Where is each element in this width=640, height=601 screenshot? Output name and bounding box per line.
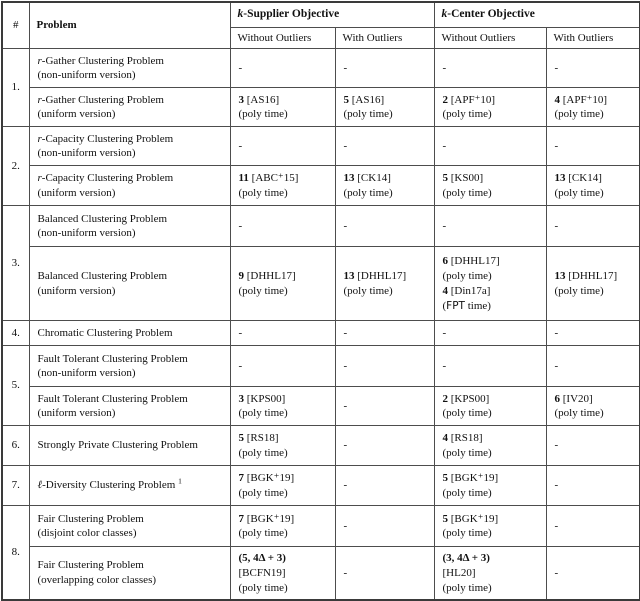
- result-cell: [230, 49, 335, 88]
- result-cell: [335, 466, 434, 506]
- col-header-number: #: [2, 2, 29, 49]
- math-symbol: r: [37, 93, 42, 106]
- approximation-line: 13 [DHHL17]: [343, 270, 407, 282]
- approximation-factor: 7: [238, 512, 244, 525]
- col-header-center-with-outliers: With Outliers: [546, 27, 640, 49]
- table-row: [2, 206, 640, 247]
- result-cell: [230, 547, 335, 600]
- approximation-line: 3 [AS16]: [238, 93, 280, 106]
- time-line: (poly time): [238, 186, 288, 199]
- no-result-dash: -: [238, 61, 243, 74]
- time-line: (poly time): [442, 446, 492, 459]
- time-line: (poly time): [343, 284, 393, 297]
- problem-cell: [29, 321, 230, 346]
- time-line: (poly time): [442, 270, 492, 282]
- problem-cell: [29, 426, 230, 466]
- approximation-line: 11 [ABC⁺15]: [238, 172, 299, 184]
- approximation-line: 13 [DHHL17]: [554, 270, 618, 282]
- result-cell: [546, 247, 640, 321]
- result-cell: [434, 547, 546, 600]
- problem-name: ℓ-Diversity Clustering Problem $^1$: [37, 476, 182, 492]
- no-result-dash: -: [343, 219, 348, 232]
- approximation-factor: 4: [442, 432, 448, 444]
- approximation-factor: 3: [238, 392, 244, 405]
- no-result-dash: -: [442, 219, 447, 232]
- approximation-factor: 5: [442, 172, 448, 184]
- result-cell: [335, 547, 434, 600]
- problem-name: Fair Clustering Problem: [37, 559, 144, 572]
- result-cell: [546, 506, 640, 547]
- result-cell: [230, 346, 335, 387]
- time-line: (poly time): [442, 527, 492, 540]
- col-header-supplier-without-outliers: Without Outliers: [230, 27, 335, 49]
- problem-variant: (non-uniform version): [37, 147, 136, 160]
- approximation-factor: 2: [442, 392, 448, 405]
- no-result-dash: -: [343, 479, 348, 492]
- row-number: 4.: [2, 321, 29, 346]
- result-cell: [335, 88, 434, 127]
- result-cell: [434, 127, 546, 166]
- result-cell: [230, 166, 335, 206]
- no-result-dash: -: [554, 479, 559, 492]
- problem-name: Balanced Clustering Problem: [37, 270, 168, 282]
- result-cell: [335, 127, 434, 166]
- approximation-factor: 5: [343, 93, 349, 106]
- time-line: (poly time): [554, 284, 604, 297]
- time-line: (poly time): [442, 581, 492, 594]
- table-row: [2, 466, 640, 506]
- problem-name: Fair Clustering Problem: [37, 512, 144, 525]
- problem-variant: (non-uniform version): [37, 227, 136, 240]
- problem-variant: (uniform version): [37, 186, 116, 199]
- result-cell: [434, 466, 546, 506]
- approximation-factor: 3: [238, 93, 244, 106]
- no-result-dash: -: [442, 139, 447, 152]
- table-row: [2, 88, 640, 127]
- problem-name: r-Capacity Clustering Problem: [37, 132, 174, 145]
- approximation-line: 6 [DHHL17]: [442, 255, 500, 268]
- approximation-line: [443, 551, 539, 566]
- table-body: [2, 49, 640, 600]
- math-symbol: r: [37, 172, 42, 184]
- time-line: (poly time): [238, 284, 288, 297]
- result-cell: [230, 506, 335, 547]
- col-header-supplier-with-outliers: With Outliers: [335, 27, 434, 49]
- result-cell: [434, 387, 546, 426]
- problem-cell: [29, 547, 230, 600]
- result-cell: [434, 247, 546, 321]
- time-line: (poly time): [554, 108, 604, 121]
- approximation-line: 4 [Din17a]: [442, 284, 491, 297]
- no-result-dash: -: [554, 519, 559, 532]
- no-result-dash: -: [238, 139, 243, 152]
- approximation-factor: (3, 4Δ + 3): [442, 551, 490, 564]
- problem-variant: (non-uniform version): [37, 69, 136, 82]
- math-symbol: ℓ: [37, 479, 43, 492]
- row-number: 2.: [2, 127, 29, 206]
- approximation-factor: 7: [238, 472, 244, 484]
- no-result-dash: -: [554, 566, 559, 579]
- problem-name: Strongly Private Clustering Problem: [37, 439, 198, 452]
- result-cell: [335, 506, 434, 547]
- problem-name: Fault Tolerant Clustering Problem: [37, 392, 188, 405]
- approximation-factor: 11: [238, 172, 249, 184]
- col-header-center-without-outliers: Without Outliers: [434, 27, 546, 49]
- result-cell: [230, 321, 335, 346]
- group-label: -Center Objective: [447, 7, 535, 20]
- approximation-line: 3 [KPS00]: [238, 392, 286, 405]
- result-cell: [546, 387, 640, 426]
- approximation-factor: 13: [343, 270, 355, 282]
- no-result-dash: -: [554, 61, 559, 74]
- result-cell: [335, 346, 434, 387]
- approximation-line: 4 [APF⁺10]: [554, 93, 608, 106]
- result-cell: [434, 166, 546, 206]
- approximation-line: 7 [BGK⁺19]: [238, 472, 295, 484]
- approximation-factor: 13: [343, 172, 355, 184]
- problem-name: r-Capacity Clustering Problem: [37, 172, 174, 184]
- no-result-dash: -: [238, 359, 243, 372]
- row-number: 7.: [2, 466, 29, 506]
- table-row: [2, 247, 640, 321]
- problem-variant: (overlapping color classes): [37, 574, 157, 587]
- result-cell: [546, 426, 640, 466]
- result-cell: [434, 426, 546, 466]
- table-row: [2, 49, 640, 88]
- problem-cell: [29, 466, 230, 506]
- time-line: (poly time): [343, 186, 393, 199]
- result-cell: [335, 426, 434, 466]
- col-header-problem: Problem: [29, 2, 230, 49]
- result-cell: [434, 506, 546, 547]
- approximation-factor: 13: [554, 270, 566, 282]
- problem-cell: [29, 166, 230, 206]
- problem-name: Balanced Clustering Problem: [37, 212, 168, 225]
- result-cell: [335, 166, 434, 206]
- no-result-dash: -: [442, 359, 447, 372]
- result-cell: [546, 466, 640, 506]
- approximation-factor: 6: [442, 255, 448, 268]
- table-row: [2, 346, 640, 387]
- approximation-line: 5 [BGK⁺19]: [442, 512, 499, 525]
- no-result-dash: -: [343, 566, 348, 579]
- result-cell: [546, 127, 640, 166]
- no-result-dash: -: [554, 139, 559, 152]
- header-group-row: [2, 2, 640, 27]
- row-number: 3.: [2, 206, 29, 321]
- result-cell: [335, 206, 434, 247]
- no-result-dash: -: [343, 139, 348, 152]
- approximation-line: 13 [CK14]: [554, 172, 602, 184]
- k-symbol: k: [237, 7, 244, 20]
- col-group-k-center: [434, 2, 640, 27]
- approximation-factor: 2: [442, 93, 448, 106]
- table-row: [2, 426, 640, 466]
- row-number: 5.: [2, 346, 29, 426]
- no-result-dash: -: [442, 61, 447, 74]
- math-symbol: r: [37, 132, 42, 145]
- result-cell: [230, 426, 335, 466]
- result-cell: [546, 206, 640, 247]
- approximation-factor: 4: [442, 284, 448, 297]
- result-cell: [546, 166, 640, 206]
- approximation-factor: 13: [554, 172, 566, 184]
- table-row: [2, 127, 640, 166]
- approximation-factor: 5: [442, 472, 448, 484]
- problem-variant: (disjoint color classes): [37, 527, 137, 540]
- result-cell: [434, 206, 546, 247]
- time-line: (poly time): [238, 527, 288, 540]
- no-result-dash: -: [554, 219, 559, 232]
- table-row: [2, 387, 640, 426]
- k-symbol: k: [441, 7, 448, 20]
- approximation-line: 13 [CK14]: [343, 172, 391, 184]
- approximation-line: [239, 551, 328, 566]
- approximation-line: 9 [DHHL17]: [238, 270, 296, 282]
- approximation-line: 5 [KS00]: [442, 172, 484, 184]
- result-cell: [230, 206, 335, 247]
- approximation-factor: 5: [442, 512, 448, 525]
- no-result-dash: -: [343, 439, 348, 452]
- result-cell: [230, 247, 335, 321]
- time-line: (poly time): [238, 581, 288, 594]
- result-cell: [546, 88, 640, 127]
- no-result-dash: -: [343, 326, 348, 339]
- approximation-line: 2 [KPS00]: [442, 392, 490, 405]
- no-result-dash: -: [238, 326, 243, 339]
- row-number: 1.: [2, 49, 29, 127]
- no-result-dash: -: [343, 359, 348, 372]
- result-cell: [546, 321, 640, 346]
- result-cell: [335, 49, 434, 88]
- time-line: (poly time): [442, 407, 492, 420]
- approximation-factor: (5, 4Δ + 3): [238, 551, 286, 564]
- approximation-factor: 6: [554, 392, 560, 405]
- result-cell: [546, 49, 640, 88]
- no-result-dash: -: [343, 519, 348, 532]
- result-cell: [546, 547, 640, 600]
- group-label: -Supplier Objective: [243, 7, 340, 20]
- result-cell: [434, 321, 546, 346]
- problem-cell: [29, 49, 230, 88]
- time-line: (poly time): [442, 186, 492, 199]
- time-line: (poly time): [238, 407, 288, 420]
- footnote-marker: 1: [178, 476, 182, 486]
- no-result-dash: -: [343, 61, 348, 74]
- result-cell: [230, 88, 335, 127]
- time-line: (poly time): [238, 108, 288, 121]
- result-cell: [434, 49, 546, 88]
- time-line: (poly time): [238, 486, 288, 499]
- no-result-dash: -: [442, 326, 447, 339]
- table-row: [2, 166, 640, 206]
- approximation-results-table: [1, 1, 640, 601]
- problem-variant: (uniform version): [37, 284, 116, 297]
- approximation-line: 5 [RS18]: [238, 432, 279, 444]
- no-result-dash: -: [343, 399, 348, 412]
- time-line: (poly time): [442, 486, 492, 499]
- time-line: (poly time): [343, 108, 393, 121]
- time-line: (poly time): [442, 108, 492, 121]
- no-result-dash: -: [554, 359, 559, 372]
- problem-variant: (uniform version): [37, 407, 116, 420]
- problem-cell: [29, 247, 230, 321]
- math-symbol: r: [37, 54, 42, 67]
- problem-name: r-Gather Clustering Problem: [37, 54, 164, 67]
- col-group-k-supplier: [230, 2, 434, 27]
- table-row: [2, 321, 640, 346]
- no-result-dash: -: [554, 439, 559, 452]
- sans-text: FPT: [446, 299, 465, 312]
- result-cell: [546, 346, 640, 387]
- result-cell: [434, 346, 546, 387]
- result-cell: [230, 127, 335, 166]
- problem-name: Chromatic Clustering Problem: [37, 326, 173, 339]
- row-number: 8.: [2, 506, 29, 600]
- problem-cell: [29, 127, 230, 166]
- approximation-line: 4 [RS18]: [442, 432, 483, 444]
- time-line: [HL20]: [442, 566, 476, 579]
- row-number: 6.: [2, 426, 29, 466]
- problem-cell: [29, 206, 230, 247]
- no-result-dash: -: [554, 326, 559, 339]
- problem-cell: [29, 506, 230, 547]
- time-line: [BCFN19]: [238, 566, 286, 579]
- problem-cell: [29, 387, 230, 426]
- approximation-line: 5 [AS16]: [343, 93, 385, 106]
- result-cell: [230, 387, 335, 426]
- time-line: (FPT time): [442, 299, 491, 312]
- result-cell: [434, 88, 546, 127]
- result-cell: [335, 321, 434, 346]
- approximation-line: 2 [APF⁺10]: [442, 93, 496, 106]
- approximation-line: 5 [BGK⁺19]: [442, 472, 499, 484]
- approximation-line: 7 [BGK⁺19]: [238, 512, 295, 525]
- result-cell: [335, 247, 434, 321]
- time-line: (poly time): [554, 186, 604, 199]
- approximation-line: 6 [IV20]: [554, 392, 593, 405]
- problem-variant: (uniform version): [37, 108, 116, 121]
- approximation-factor: 9: [238, 270, 244, 282]
- no-result-dash: -: [238, 219, 243, 232]
- time-line: (poly time): [238, 446, 288, 459]
- problem-name: r-Gather Clustering Problem: [37, 93, 164, 106]
- problem-name: Fault Tolerant Clustering Problem: [37, 352, 188, 365]
- result-cell: [230, 466, 335, 506]
- table-row: [2, 547, 640, 600]
- problem-cell: [29, 88, 230, 127]
- approximation-factor: 5: [238, 432, 244, 444]
- result-cell: [335, 387, 434, 426]
- problem-variant: (non-uniform version): [37, 367, 136, 380]
- problem-cell: [29, 346, 230, 387]
- approximation-factor: 4: [554, 93, 560, 106]
- time-line: (poly time): [554, 407, 604, 420]
- table-header: [2, 2, 640, 49]
- table-row: [2, 506, 640, 547]
